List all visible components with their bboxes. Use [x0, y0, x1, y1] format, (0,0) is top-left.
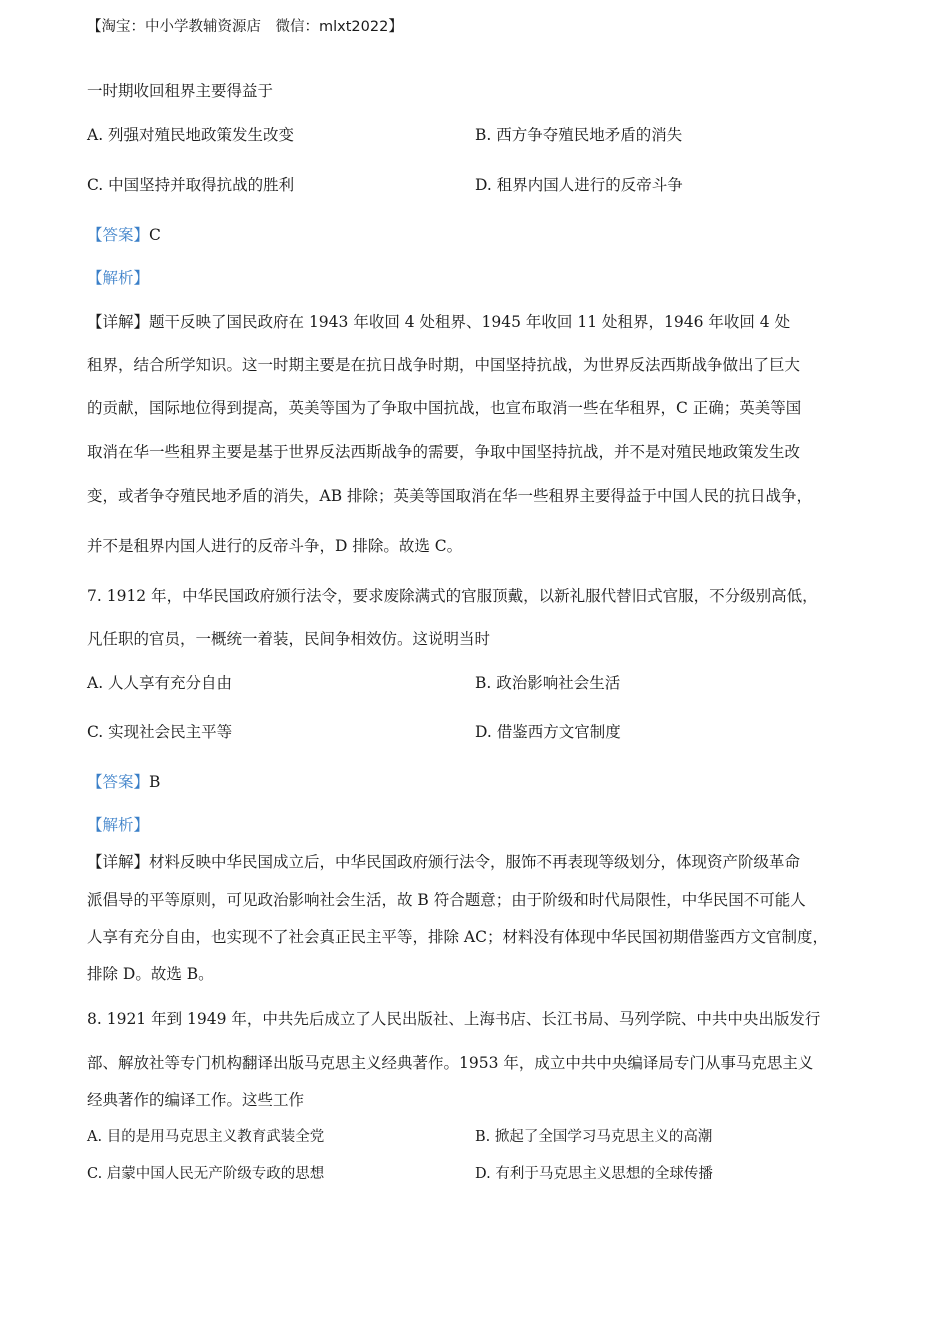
q7-answer	[87, 771, 160, 793]
q8-option-a: A. 目的是用马克思主义教育武装全党	[87, 1129, 325, 1145]
q6-analysis-tag: 【解析】	[87, 269, 150, 287]
q7-detail-line-2: 派倡导的平等原则，可见政治影响社会生活，故 B 符合题意；由于阶级和时代局限性，中华民国不可能人	[87, 891, 806, 909]
q6-detail-line-3: 的贡献，国际地位得到提高，英美等国为了争取中国抗战，也宣布取消一些在华租界，C 正确；英美等国	[87, 399, 802, 417]
q6-detail-line-2: 租界，结合所学知识。这一时期主要是在抗日战争时期，中国坚持抗战，为世界反法西斯战争做出了巨大	[87, 356, 801, 374]
q7-detail-line-3: 人享有充分自由，也实现不了社会真正民主平等，排除 AC；材料没有体现中华民国初期借鉴西方文官制度，	[87, 928, 828, 946]
q6-detail-text-1: 题干反映了国民政府在 1943 年收回 4 处租界、1945 年收回 11 处租界，1946 年收回 4 处	[149, 313, 791, 331]
q6-answer-tag: 【答案】	[87, 226, 150, 244]
q6-option-c: C. 中国坚持并取得抗战的胜利	[87, 176, 295, 194]
q6-detail-line-5: 变，或者争夺殖民地矛盾的消失，AB 排除；英美等国取消在华一些租界主要得益于中国人民的抗日战争，	[87, 487, 813, 505]
q8-stem-line-3: 经典著作的编译工作。这些工作	[87, 1091, 305, 1109]
q7-option-d: D. 借鉴西方文官制度	[475, 723, 621, 741]
q7-option-a: A. 人人享有充分自由	[87, 674, 233, 692]
page-header: 【淘宝：中小学教辅资源店 微信：mlxt2022】	[87, 19, 403, 35]
q8-option-d: D. 有利于马克思主义思想的全球传播	[475, 1166, 713, 1182]
q6-detail-line-4: 取消在华一些租界主要是基于世界反法西斯战争的需要，争取中国坚持抗战，并不是对殖民地政策发生改	[87, 443, 801, 461]
q7-analysis-tag: 【解析】	[87, 816, 150, 834]
q6-detail-line-6: 并不是租界内国人进行的反帝斗争，D 排除。故选 C。	[87, 537, 463, 555]
q7-answer-tag: 【答案】	[87, 773, 150, 791]
q6-answer-value: C	[149, 226, 161, 244]
q6-detail-tag: 【详解】	[87, 313, 150, 331]
q7-detail-line-4: 排除 D。故选 B。	[87, 965, 214, 983]
q7-stem-line-2: 凡任职的官员，一概统一着装，民间争相效仿。这说明当时	[87, 630, 491, 648]
q7-detail-text-1: 材料反映中华民国成立后，中华民国政府颁行法令，服饰不再表现等级划分，体现资产阶级革命	[149, 853, 801, 871]
q7-detail-line-1	[87, 851, 800, 873]
q8-option-c: C. 启蒙中国人民无产阶级专政的思想	[87, 1166, 325, 1182]
q6-option-b: B. 西方争夺殖民地矛盾的消失	[475, 126, 683, 144]
q7-detail-tag: 【详解】	[87, 853, 150, 871]
q6-answer	[87, 224, 161, 246]
q6-option-d: D. 租界内国人进行的反帝斗争	[475, 176, 683, 194]
q7-answer-value: B	[149, 773, 161, 791]
q6-stem-tail: 一时期收回租界主要得益于	[87, 82, 274, 100]
q7-option-c: C. 实现社会民主平等	[87, 723, 233, 741]
q8-option-b: B. 掀起了全国学习马克思主义的高潮	[475, 1129, 713, 1145]
q7-stem-line-1: 7. 1912 年，中华民国政府颁行法令，要求废除满式的官服顶戴，以新礼服代替旧式官服，不分级别高低，	[87, 587, 818, 605]
q8-stem-line-1: 8. 1921 年到 1949 年，中共先后成立了人民出版社、上海书店、长江书局、马列学院、中共中央出版发行	[87, 1010, 821, 1028]
q8-stem-line-2: 部、解放社等专门机构翻译出版马克思主义经典著作。1953 年，成立中共中央编译局专门从事马克思主义	[87, 1054, 814, 1072]
q6-detail-line-1	[87, 311, 790, 333]
q6-option-a: A. 列强对殖民地政策发生改变	[87, 126, 295, 144]
q7-option-b: B. 政治影响社会生活	[475, 674, 621, 692]
